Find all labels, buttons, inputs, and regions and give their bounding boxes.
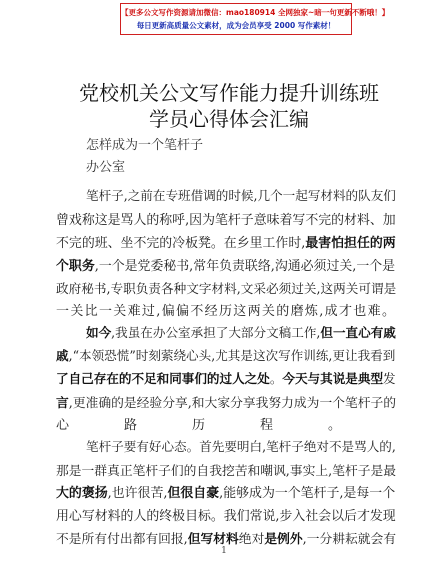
body-line (56, 346, 395, 364)
text-span: 一关比一关难过,偏偏不经历这两关的磨炼,成才也难。 (56, 304, 397, 319)
body-line (56, 209, 396, 228)
bold-text: 大的褒扬 (56, 486, 108, 501)
unit-name: 办公室 (86, 160, 126, 175)
promo-banner (120, 3, 390, 35)
body-line (56, 278, 396, 297)
promo-banner-line1: 【更多公文写作资源请加微信：mao180914 全网独家~暗一句更新不断哦！】 (121, 8, 390, 17)
bold-text: 今天与其说是典型 (282, 371, 384, 386)
body-line (56, 414, 396, 433)
text-span: 不是所有付出都有回报, (56, 532, 188, 547)
text-span: ,更准确的是经验分享,和大家分享我努力成为一个笔杆子的 (68, 396, 397, 411)
bold-text: 最害怕担任的两 (305, 236, 396, 251)
page-number: 1 (221, 546, 227, 556)
text-span: 用心写材料的人的终极目标。我们常说,步入社会以后才发现 (56, 509, 396, 524)
text-span: 那是一群真正笔杆子们的自我挖苦和嘲讽,事实上,笔杆子是最 (56, 464, 397, 479)
bold-text: 是例外 (264, 532, 303, 547)
text-span: 心路历程。 (56, 418, 397, 433)
text-span: ,一个是党委秘书,常年负责联络,沟通必须过关,一个是 (94, 259, 396, 274)
text-span: 笔杆子要有好心态。首先要明白,笔杆子绝对不是骂人的, (86, 439, 396, 454)
bold-text: 但很自豪 (167, 486, 220, 501)
text-span: ,一分耕耘就会有 (302, 532, 397, 547)
body-line (56, 482, 395, 501)
body-line (56, 369, 396, 387)
text-span: 绝对 (238, 532, 265, 547)
bold-text: 但写材料 (187, 532, 239, 547)
text-span: ,也许很苦, (107, 486, 168, 501)
text-span: 曾戏称这是骂人的称呼,因为笔杆子意味着写不完的材料、加 (56, 213, 396, 228)
bold-text: 戚 (56, 348, 69, 363)
text-span: 。 (269, 371, 283, 386)
text-span: ,我虽在办公室承担了大部分文稿工作, (111, 325, 321, 340)
section-heading: 怎样成为一个笔杆子 (86, 138, 204, 153)
bold-text: 个职务 (56, 259, 95, 274)
text-span: 不完的班、坐不完的冷板凳。在乡里工作时, (56, 236, 306, 251)
text-span: ,能够成为一个笔杆子,是每一个 (219, 486, 396, 501)
body-line (56, 505, 396, 524)
bold-text: 了自己存在的不足和同事们的过人之处 (56, 371, 270, 386)
text-span: 笔杆子,之前在专班借调的时候,几个一起写材料的队友们 (86, 188, 396, 203)
bold-text: 如今 (86, 325, 112, 340)
body-line (56, 255, 395, 274)
text-span: 发 (383, 371, 396, 386)
bold-text: 言 (56, 396, 69, 411)
body-line (56, 392, 396, 411)
text-span: 政府秘书,专职负责各种文字材料,文采必须过关,这两关可谓是 (56, 281, 397, 296)
body-line (56, 300, 396, 319)
promo-banner-line2: 每日更新高质量公文素材，成为会员享受 2000 写作素材！ (136, 21, 336, 30)
document-title: 党校机关公文写作能力提升训练班学员心得体会汇编 (79, 81, 379, 131)
body-line (86, 186, 396, 204)
body-line (86, 323, 396, 341)
text-span: ,“本领恐慌”时刻萦绕心头,尤其是这次写作训练,更让我看到 (68, 348, 396, 363)
body-line (56, 232, 396, 251)
body-line (56, 528, 396, 547)
body-line (56, 460, 396, 479)
body-line (86, 437, 396, 455)
bold-text: 但一直心有戚 (320, 325, 396, 340)
